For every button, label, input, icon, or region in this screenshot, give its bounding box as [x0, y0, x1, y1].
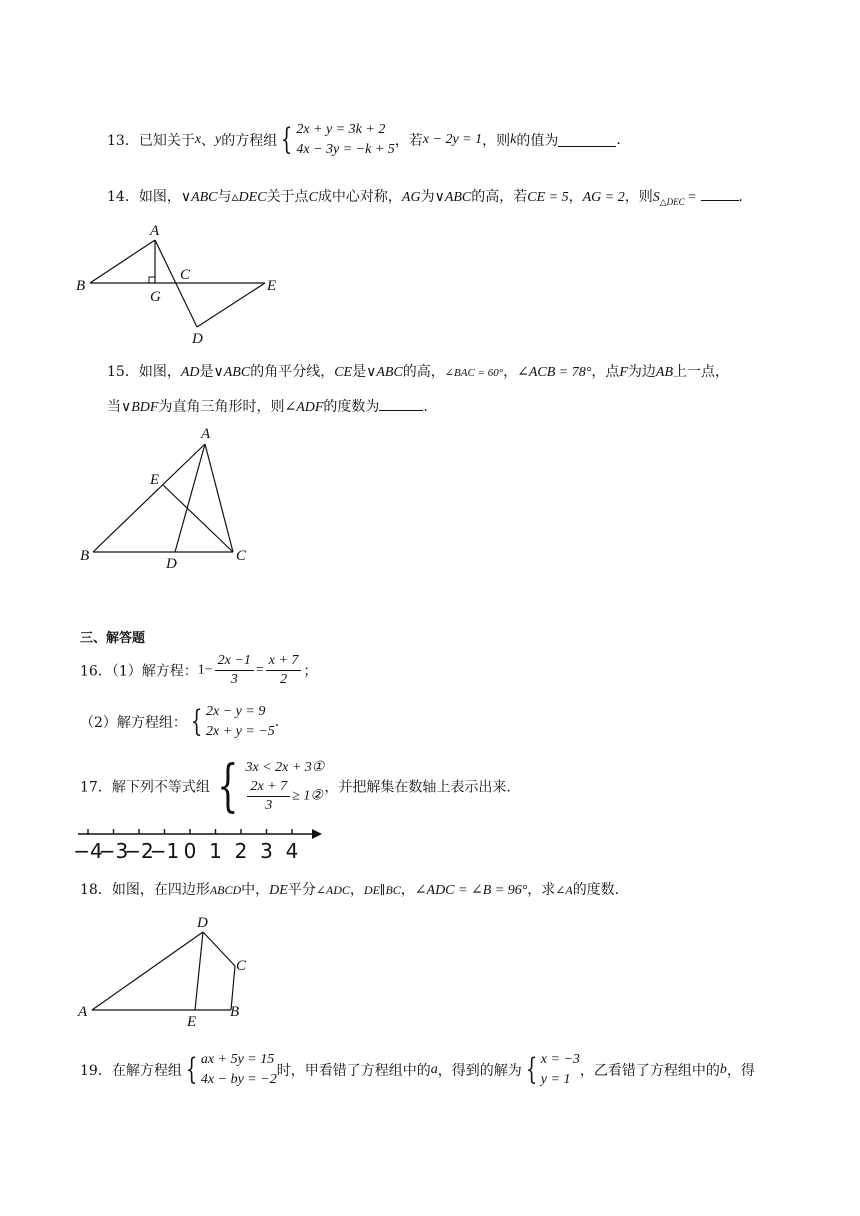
question-text: 是 [199, 364, 214, 380]
given-ag: AG = 2 [582, 190, 625, 205]
question-16-part-2 [80, 702, 279, 746]
solution-x: x = −3 [540, 1052, 580, 1067]
question-text: ，求 [527, 882, 556, 898]
segment-ba [90, 240, 155, 283]
triangle-abc: ∨ABC [180, 190, 218, 205]
period: . [274, 714, 280, 730]
question-16-part-1 [80, 652, 317, 694]
answer-blank[interactable] [379, 398, 423, 411]
question-17 [80, 753, 511, 824]
system-brace: { [185, 1052, 198, 1087]
fraction-denominator: 3 [230, 672, 238, 687]
label-d: D [166, 556, 177, 572]
question-text: 如图， [138, 364, 181, 380]
question-text: 中， [241, 882, 270, 898]
inequality-system [245, 758, 324, 815]
label-a: A [201, 426, 211, 442]
equation-2: 2x + y = −5 [206, 724, 275, 739]
question-text: ，则 [624, 189, 653, 205]
question-number: 13． [107, 133, 139, 149]
segment-ad [92, 932, 203, 1010]
question-text: ， [503, 364, 518, 380]
equation-system [206, 702, 275, 742]
altitude-ce [163, 485, 233, 552]
period: . [423, 399, 428, 415]
number-line-label: −1 [149, 839, 180, 863]
label-a: A [150, 223, 160, 239]
var-b: b [719, 1062, 727, 1077]
equation-system [201, 1050, 277, 1090]
inequality-2 [245, 778, 324, 815]
label-c: C [236, 548, 247, 564]
equation-1: ax + 5y = 15 [200, 1052, 275, 1067]
answer-blank[interactable] [701, 188, 739, 201]
fraction-numerator: 2x −1 [215, 652, 254, 671]
label-c: C [236, 958, 247, 974]
question-15-line-1 [107, 361, 729, 381]
right-angle-mark [149, 277, 155, 283]
equation-1: 2x + y = 3k + 2 [296, 122, 386, 137]
label-a: A [78, 1004, 88, 1020]
inequality-tail: ≥ 1② [292, 788, 323, 804]
label-d: D [197, 915, 208, 931]
label-g: G [150, 289, 161, 305]
question-text: ； [303, 663, 318, 680]
segment-dc [203, 932, 235, 966]
solution-system [541, 1050, 580, 1090]
equals: = [684, 190, 697, 205]
question-text: 的度数. [572, 882, 620, 898]
question-text: ，得 [726, 1063, 755, 1079]
fraction-numerator: x + 7 [266, 652, 302, 671]
triangle-bdf: ∨BDF [121, 400, 159, 415]
triangle-dec: ▵DEC [231, 190, 267, 205]
area-subscript: △DEC [659, 196, 685, 207]
segment-ab: AB [655, 365, 674, 380]
question-14 [107, 186, 743, 208]
segment-de: DE [269, 883, 288, 898]
question-text: 是 [352, 364, 367, 380]
fraction-denominator: 3 [265, 798, 273, 813]
question-text: 的高，若 [471, 189, 528, 205]
question-18 [80, 879, 619, 899]
parallel-de-bc: DE∥BC [363, 883, 401, 897]
question-text: ，并把解集在数轴上表示出来. [324, 779, 511, 796]
question-text: ，则 [482, 133, 511, 149]
equation-term: 1− [197, 662, 213, 678]
segment-ba [93, 444, 205, 552]
question-number: 14． [107, 189, 139, 205]
answer-blank[interactable] [558, 134, 616, 147]
question-text: 的高， [402, 364, 445, 380]
number-line-label: −2 [124, 839, 154, 863]
solution-brace: { [525, 1052, 537, 1087]
label-e: E [267, 278, 277, 294]
question-text: 成中心对称， [317, 189, 402, 205]
question-number: 17． [80, 779, 112, 796]
segment-de [195, 932, 203, 1010]
question-13 [107, 120, 621, 164]
question-text: 为 [420, 189, 435, 205]
equation-2: 4x − 3y = −k + 5 [296, 142, 395, 157]
condition-equation: x − 2y = 1 [422, 132, 483, 147]
question-text: ，得到的解为 [437, 1063, 522, 1079]
system-brace: { [216, 753, 239, 819]
label-e: E [150, 472, 160, 488]
angle-acb: ∠ACB = 78° [517, 365, 592, 380]
segment-ac [205, 444, 233, 552]
question-text: 平分 [287, 882, 316, 898]
question-text: 为直角三角形时，则 [158, 399, 285, 415]
fraction-right [266, 652, 302, 689]
question-text: 、 [201, 133, 216, 149]
number-line-label: 1 [209, 839, 222, 863]
question-text: ， [568, 189, 583, 205]
var-y: y [215, 132, 222, 147]
question-text: 解下列不等式组 [111, 779, 210, 796]
question-19 [80, 1050, 755, 1096]
fraction-left [215, 652, 254, 689]
var-a: a [430, 1062, 438, 1077]
figure-q15 [70, 420, 270, 575]
label-b: B [76, 278, 86, 294]
angle-adf: ∠ADF [284, 400, 324, 415]
period: . [738, 189, 743, 205]
number-line-label: 2 [234, 839, 248, 863]
question-text: 如图， [138, 189, 181, 205]
question-text: ，点 [591, 364, 620, 380]
question-text: ， [400, 882, 415, 898]
section-heading: 三、解答题 [80, 631, 146, 646]
question-text: 上一点， [673, 364, 730, 380]
question-text: ，若 [394, 133, 423, 149]
question-text: ，乙看错了方程组中的 [579, 1063, 720, 1079]
point-c: C [308, 190, 318, 205]
triangle-abc: ∨ABC [213, 365, 251, 380]
question-text: （1）解方程： [111, 663, 198, 680]
question-text: 为边 [627, 364, 656, 380]
label-c: C [180, 267, 191, 283]
question-text: 如图，在四边形 [111, 882, 210, 898]
number-line-label: −3 [98, 839, 129, 863]
number-line-label: 3 [260, 839, 273, 863]
label-b: B [230, 1004, 240, 1020]
question-text: 的度数为 [323, 399, 380, 415]
given-ce: CE = 5 [527, 190, 569, 205]
system-brace: { [190, 704, 203, 739]
triangle-abc: ∨ABC [434, 190, 472, 205]
system-brace: { [281, 122, 293, 157]
angle-equation: ∠ADC = ∠B = 96° [414, 883, 528, 898]
question-text: 的值为 [516, 133, 559, 149]
question-text: 当 [107, 399, 121, 415]
figure-q18 [70, 908, 270, 1033]
var-k: k [510, 132, 517, 147]
segment-ce: CE [334, 365, 353, 380]
equals: = [255, 662, 264, 678]
angle-adc: ∠ADC [315, 883, 350, 897]
question-text: （2）解方程组： [80, 715, 187, 731]
label-e: E [187, 1014, 197, 1030]
arrow-head-icon [312, 829, 322, 839]
question-text: 的方程组 [221, 133, 278, 149]
segment-ad: AD [180, 365, 200, 380]
number-line-label: 0 [183, 839, 197, 863]
var-x: x [194, 132, 202, 147]
angle-bac: ∠BAC = 60° [444, 367, 504, 379]
solution-y: y = 1 [540, 1072, 571, 1087]
equation-1: 2x − y = 9 [206, 704, 266, 719]
inequality-1: 3x < 2x + 3① [245, 760, 325, 775]
question-number: 19． [80, 1063, 112, 1079]
point-f: F [619, 365, 628, 380]
period: . [616, 132, 621, 148]
question-text: 的角平分线， [250, 364, 335, 380]
segment-de [197, 283, 265, 327]
question-text: 时，甲看错了方程组中的 [276, 1063, 431, 1079]
segment-ag: AG [401, 190, 421, 205]
equation-2: 4x − by = −2 [200, 1072, 277, 1087]
number-line-label: −4 [73, 839, 103, 863]
figure-q14 [70, 220, 300, 350]
fraction-numerator: 2x + 7 [247, 778, 290, 797]
number-line-label: 4 [285, 839, 299, 863]
question-number: 18． [80, 882, 112, 898]
question-number: 15． [107, 364, 139, 380]
question-number: 16． [80, 663, 112, 680]
bisector-ad [175, 444, 205, 552]
area-symbol: S [652, 190, 660, 205]
label-d: D [192, 331, 203, 347]
question-text: 在解方程组 [111, 1063, 182, 1079]
triangle-abc: ∨ABC [366, 365, 403, 380]
question-text: 关于点 [266, 189, 309, 205]
label-b: B [80, 548, 90, 564]
question-15-line-2 [107, 396, 428, 416]
equation-system [296, 120, 394, 160]
angle-a: ∠A [555, 883, 573, 897]
fraction-denominator: 2 [280, 672, 288, 687]
question-text: 已知关于 [138, 133, 195, 149]
question-text: ， [349, 882, 364, 898]
number-line[interactable] [73, 822, 328, 864]
fraction [247, 778, 290, 815]
quadrilateral-abcd: ABCD [209, 883, 242, 897]
question-text: 与 [217, 189, 232, 205]
